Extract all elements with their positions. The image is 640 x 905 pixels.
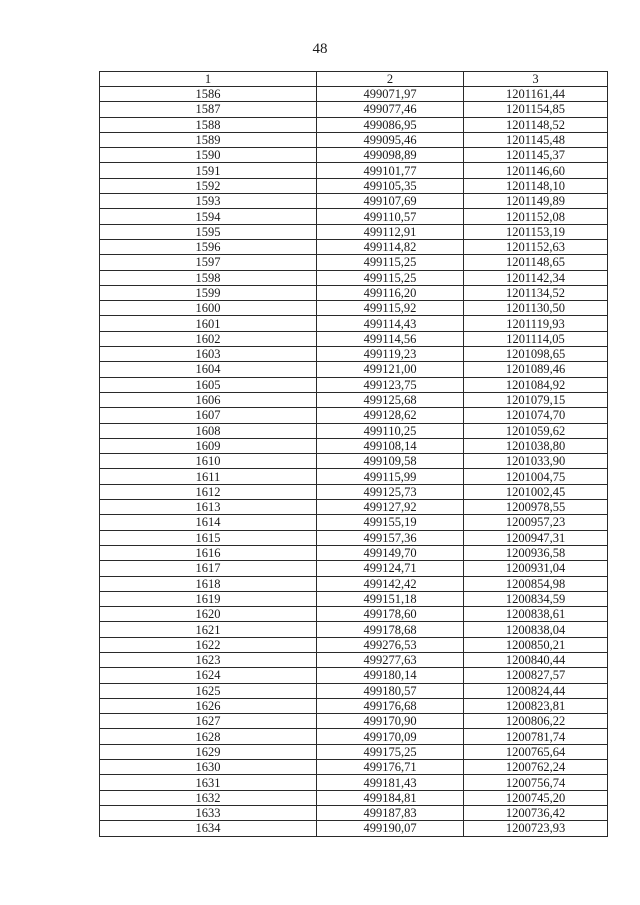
y-coordinate-cell: 1200823,81 (464, 698, 608, 713)
y-coordinate-cell: 1201154,85 (464, 102, 608, 117)
x-coordinate-cell: 499077,46 (317, 102, 464, 117)
table-row (100, 392, 608, 407)
point-number-cell: 1634 (100, 821, 317, 836)
point-number-cell: 1626 (100, 698, 317, 713)
point-number-cell: 1615 (100, 530, 317, 545)
point-number-cell: 1624 (100, 668, 317, 683)
point-number-cell: 1619 (100, 591, 317, 606)
y-coordinate-cell: 1201004,75 (464, 469, 608, 484)
y-coordinate-cell: 1200781,74 (464, 729, 608, 744)
x-coordinate-cell: 499180,14 (317, 668, 464, 683)
y-coordinate-cell: 1200765,64 (464, 744, 608, 759)
point-number-cell: 1620 (100, 607, 317, 622)
x-coordinate-cell: 499125,68 (317, 392, 464, 407)
x-coordinate-cell: 499124,71 (317, 561, 464, 576)
y-coordinate-cell: 1201153,19 (464, 224, 608, 239)
table-row (100, 102, 608, 117)
x-coordinate-cell: 499187,83 (317, 805, 464, 820)
table-row (100, 148, 608, 163)
table-body (100, 87, 608, 837)
x-coordinate-cell: 499184,81 (317, 790, 464, 805)
y-coordinate-cell: 1201114,05 (464, 331, 608, 346)
y-coordinate-cell: 1201084,92 (464, 377, 608, 392)
y-coordinate-cell: 1200806,22 (464, 714, 608, 729)
point-number-cell: 1587 (100, 102, 317, 117)
point-number-cell: 1594 (100, 209, 317, 224)
x-coordinate-cell: 499115,25 (317, 270, 464, 285)
y-coordinate-cell: 1200854,98 (464, 576, 608, 591)
table-row (100, 775, 608, 790)
table-row (100, 805, 608, 820)
table-row (100, 255, 608, 270)
x-coordinate-cell: 499110,25 (317, 423, 464, 438)
table-row (100, 576, 608, 591)
table-row (100, 209, 608, 224)
y-coordinate-cell: 1200736,42 (464, 805, 608, 820)
point-number-cell: 1629 (100, 744, 317, 759)
x-coordinate-cell: 499127,92 (317, 500, 464, 515)
x-coordinate-cell: 499095,46 (317, 132, 464, 147)
y-coordinate-cell: 1201059,62 (464, 423, 608, 438)
point-number-cell: 1596 (100, 239, 317, 254)
point-number-cell: 1607 (100, 408, 317, 423)
y-coordinate-cell: 1201152,63 (464, 239, 608, 254)
point-number-cell: 1631 (100, 775, 317, 790)
point-number-cell: 1606 (100, 392, 317, 407)
x-coordinate-cell: 499112,91 (317, 224, 464, 239)
y-coordinate-cell: 1201161,44 (464, 87, 608, 102)
y-coordinate-cell: 1201033,90 (464, 454, 608, 469)
point-number-cell: 1588 (100, 117, 317, 132)
point-number-cell: 1621 (100, 622, 317, 637)
point-number-cell: 1589 (100, 132, 317, 147)
y-coordinate-cell: 1200824,44 (464, 683, 608, 698)
point-number-cell: 1617 (100, 561, 317, 576)
y-coordinate-cell: 1201148,52 (464, 117, 608, 132)
x-coordinate-cell: 499142,42 (317, 576, 464, 591)
table-row (100, 484, 608, 499)
y-coordinate-cell: 1200838,61 (464, 607, 608, 622)
point-number-cell: 1598 (100, 270, 317, 285)
table-row (100, 224, 608, 239)
point-number-cell: 1603 (100, 347, 317, 362)
y-coordinate-cell: 1201146,60 (464, 163, 608, 178)
point-number-cell: 1609 (100, 438, 317, 453)
table-row (100, 652, 608, 667)
point-number-cell: 1591 (100, 163, 317, 178)
y-coordinate-cell: 1201142,34 (464, 270, 608, 285)
point-number-cell: 1602 (100, 331, 317, 346)
x-coordinate-cell: 499110,57 (317, 209, 464, 224)
x-coordinate-cell: 499125,73 (317, 484, 464, 499)
point-number-cell: 1628 (100, 729, 317, 744)
point-number-cell: 1618 (100, 576, 317, 591)
x-coordinate-cell: 499119,23 (317, 347, 464, 362)
point-number-cell: 1622 (100, 637, 317, 652)
x-coordinate-cell: 499170,09 (317, 729, 464, 744)
table-row (100, 285, 608, 300)
x-coordinate-cell: 499178,60 (317, 607, 464, 622)
table-row (100, 744, 608, 759)
table-row (100, 530, 608, 545)
table-row (100, 316, 608, 331)
x-coordinate-cell: 499155,19 (317, 515, 464, 530)
point-number-cell: 1610 (100, 454, 317, 469)
y-coordinate-cell: 1200723,93 (464, 821, 608, 836)
table-row (100, 362, 608, 377)
point-number-cell: 1623 (100, 652, 317, 667)
point-number-cell: 1586 (100, 87, 317, 102)
y-coordinate-cell: 1201119,93 (464, 316, 608, 331)
x-coordinate-cell: 499178,68 (317, 622, 464, 637)
y-coordinate-cell: 1201148,10 (464, 178, 608, 193)
column-header-x: 2 (317, 72, 464, 87)
x-coordinate-cell: 499277,63 (317, 652, 464, 667)
y-coordinate-cell: 1201074,70 (464, 408, 608, 423)
x-coordinate-cell: 499109,58 (317, 454, 464, 469)
y-coordinate-cell: 1200850,21 (464, 637, 608, 652)
table-row (100, 545, 608, 560)
point-number-cell: 1604 (100, 362, 317, 377)
x-coordinate-cell: 499123,75 (317, 377, 464, 392)
y-coordinate-cell: 1200827,57 (464, 668, 608, 683)
point-number-cell: 1630 (100, 760, 317, 775)
point-number-cell: 1601 (100, 316, 317, 331)
table-row (100, 87, 608, 102)
point-number-cell: 1600 (100, 301, 317, 316)
x-coordinate-cell: 499101,77 (317, 163, 464, 178)
table-row (100, 515, 608, 530)
table-row (100, 591, 608, 606)
y-coordinate-cell: 1201145,48 (464, 132, 608, 147)
table-row (100, 561, 608, 576)
x-coordinate-cell: 499176,71 (317, 760, 464, 775)
point-number-cell: 1592 (100, 178, 317, 193)
table-row (100, 423, 608, 438)
point-number-cell: 1632 (100, 790, 317, 805)
table-row (100, 607, 608, 622)
x-coordinate-cell: 499116,20 (317, 285, 464, 300)
x-coordinate-cell: 499115,92 (317, 301, 464, 316)
x-coordinate-cell: 499175,25 (317, 744, 464, 759)
table-row (100, 760, 608, 775)
table-row (100, 698, 608, 713)
table-row (100, 347, 608, 362)
x-coordinate-cell: 499170,90 (317, 714, 464, 729)
table-row (100, 377, 608, 392)
table-row (100, 821, 608, 836)
table-row (100, 790, 608, 805)
column-header-point: 1 (100, 72, 317, 87)
table-row (100, 622, 608, 637)
y-coordinate-cell: 1200762,24 (464, 760, 608, 775)
table-row (100, 408, 608, 423)
table-row (100, 270, 608, 285)
y-coordinate-cell: 1200947,31 (464, 530, 608, 545)
y-coordinate-cell: 1200745,20 (464, 790, 608, 805)
y-coordinate-cell: 1201145,37 (464, 148, 608, 163)
table-row (100, 438, 608, 453)
table-row (100, 132, 608, 147)
point-number-cell: 1590 (100, 148, 317, 163)
y-coordinate-cell: 1201038,80 (464, 438, 608, 453)
y-coordinate-cell: 1201134,52 (464, 285, 608, 300)
point-number-cell: 1625 (100, 683, 317, 698)
coordinates-table (99, 71, 608, 837)
y-coordinate-cell: 1200840,44 (464, 652, 608, 667)
x-coordinate-cell: 499180,57 (317, 683, 464, 698)
x-coordinate-cell: 499190,07 (317, 821, 464, 836)
table-row (100, 178, 608, 193)
x-coordinate-cell: 499276,53 (317, 637, 464, 652)
x-coordinate-cell: 499151,18 (317, 591, 464, 606)
point-number-cell: 1616 (100, 545, 317, 560)
table-row (100, 637, 608, 652)
table-row (100, 239, 608, 254)
table-row (100, 683, 608, 698)
y-coordinate-cell: 1200838,04 (464, 622, 608, 637)
table-row (100, 301, 608, 316)
x-coordinate-cell: 499086,95 (317, 117, 464, 132)
y-coordinate-cell: 1201149,89 (464, 194, 608, 209)
x-coordinate-cell: 499115,99 (317, 469, 464, 484)
y-coordinate-cell: 1201148,65 (464, 255, 608, 270)
y-coordinate-cell: 1201130,50 (464, 301, 608, 316)
x-coordinate-cell: 499098,89 (317, 148, 464, 163)
page-number: 48 (312, 41, 328, 57)
point-number-cell: 1593 (100, 194, 317, 209)
x-coordinate-cell: 499149,70 (317, 545, 464, 560)
x-coordinate-cell: 499181,43 (317, 775, 464, 790)
y-coordinate-cell: 1200978,55 (464, 500, 608, 515)
point-number-cell: 1627 (100, 714, 317, 729)
y-coordinate-cell: 1200957,23 (464, 515, 608, 530)
x-coordinate-cell: 499107,69 (317, 194, 464, 209)
point-number-cell: 1613 (100, 500, 317, 515)
point-number-cell: 1633 (100, 805, 317, 820)
x-coordinate-cell: 499114,56 (317, 331, 464, 346)
y-coordinate-cell: 1200756,74 (464, 775, 608, 790)
x-coordinate-cell: 499108,14 (317, 438, 464, 453)
point-number-cell: 1595 (100, 224, 317, 239)
table-row (100, 500, 608, 515)
table-row (100, 163, 608, 178)
x-coordinate-cell: 499157,36 (317, 530, 464, 545)
x-coordinate-cell: 499128,62 (317, 408, 464, 423)
y-coordinate-cell: 1201152,08 (464, 209, 608, 224)
x-coordinate-cell: 499114,43 (317, 316, 464, 331)
table-row (100, 668, 608, 683)
y-coordinate-cell: 1201002,45 (464, 484, 608, 499)
x-coordinate-cell: 499121,00 (317, 362, 464, 377)
column-header-y: 3 (464, 72, 608, 87)
y-coordinate-cell: 1200834,59 (464, 591, 608, 606)
x-coordinate-cell: 499114,82 (317, 239, 464, 254)
table-row (100, 331, 608, 346)
point-number-cell: 1614 (100, 515, 317, 530)
x-coordinate-cell: 499071,97 (317, 87, 464, 102)
point-number-cell: 1605 (100, 377, 317, 392)
y-coordinate-cell: 1201098,65 (464, 347, 608, 362)
table-row (100, 729, 608, 744)
y-coordinate-cell: 1201079,15 (464, 392, 608, 407)
x-coordinate-cell: 499176,68 (317, 698, 464, 713)
table-header-row (100, 72, 608, 87)
point-number-cell: 1612 (100, 484, 317, 499)
point-number-cell: 1608 (100, 423, 317, 438)
point-number-cell: 1597 (100, 255, 317, 270)
table-row (100, 714, 608, 729)
y-coordinate-cell: 1200936,58 (464, 545, 608, 560)
table-row (100, 454, 608, 469)
table-row (100, 469, 608, 484)
table-row (100, 194, 608, 209)
table-row (100, 117, 608, 132)
x-coordinate-cell: 499105,35 (317, 178, 464, 193)
x-coordinate-cell: 499115,25 (317, 255, 464, 270)
y-coordinate-cell: 1200931,04 (464, 561, 608, 576)
point-number-cell: 1611 (100, 469, 317, 484)
y-coordinate-cell: 1201089,46 (464, 362, 608, 377)
point-number-cell: 1599 (100, 285, 317, 300)
